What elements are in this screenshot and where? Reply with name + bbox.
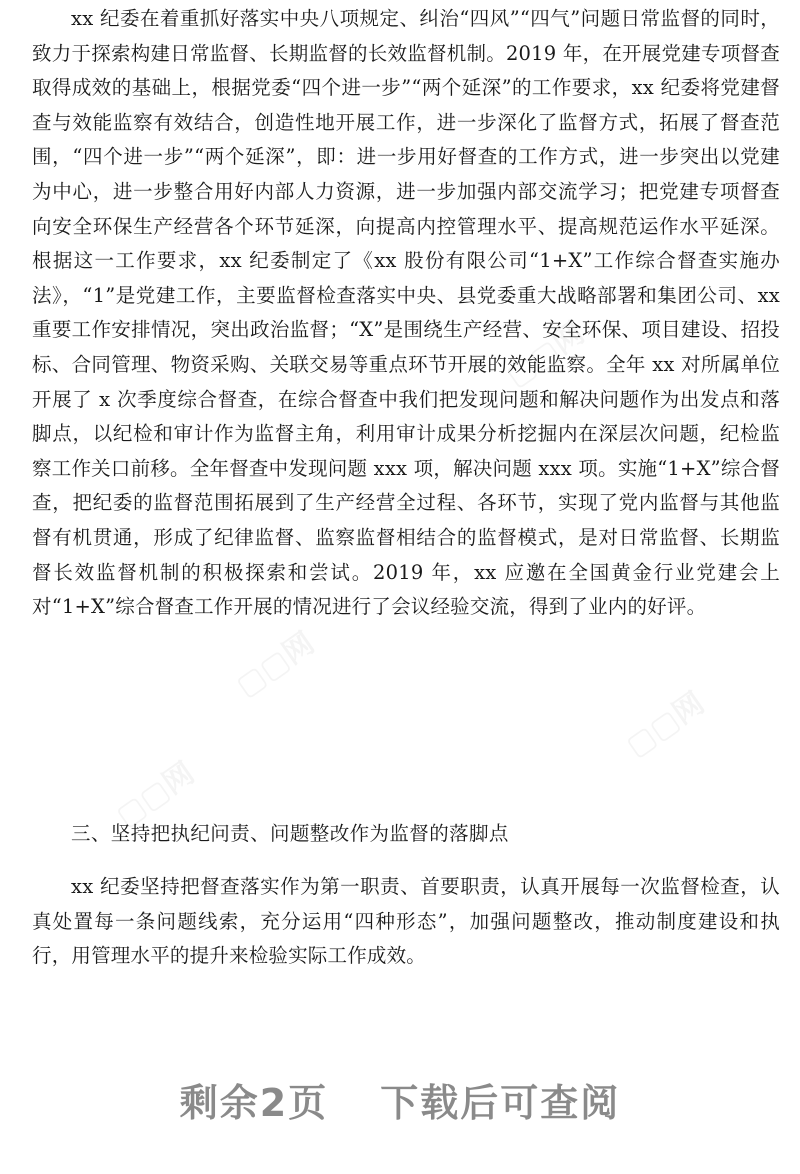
watermark: ▢▢网: [499, 315, 591, 395]
body-paragraph-2: xx 纪委坚持把督查落实作为第一职责、首要职责，认真开展每一次监督检查，认真处置每一条问题线索，充分运用“四种形态”，加强问题整改，推动制度建设和执行，用管理水平的提升来检验实际工作成效。: [32, 875, 780, 968]
body-paragraph-1: xx 纪委在着重抓好落实中央八项规定、纠治“四风”“四气”问题日常监督的同时，致力于探索构建日常监督、长期监督的长效监督机制。2019 年，在开展党建专项督查取得成效的基础上，根据党委“四个进一步”“两个延深”的工作要求，xx 纪委将党建督查与效能监察有效结合，创造性地开展工作，进一步深化了监督方式，拓展了督查范围，“四个进一步”“两个延深”，即：进一步用好督查的工作方式，进一步突出以党建为中心，进一步整合用好内部人力资源，进一步加强内部交流学习；把党建专项督查向安全环保生产经营各个环节延深，向提高内控管理水平、提高规范运作水平延深。根据这一工作要求，xx 纪委制定了《xx 股份有限公司“1+X”工作综合督查实施办法》，“1”是党建工作，主要监督检查落实中央、县党委重大战略部署和集团公司、xx 重要工作安排情况，突出政治监督；“X”是围绕生产经营、安全环保、项目建设、招投标、合同管理、物资采购、关联交易等重点环节开展的效能监察。全年 xx 对所属单位开展了 x 次季度综合督查，在综合督查中我们把发现问题和解决问题作为出发点和落脚点，以纪检和审计作为监督主角，利用审计成果分析挖掘内在深层次问题，纪检监察工作关口前移。全年督查中发现问题 xxx 项，解决问题 xxx 项。实施“1+X”综合督查，把纪委的监督范围拓展到了生产经营全过程、各环节，实现了党内监督与其他监督有机贯通，形成了纪律监督、监察监督相结合的监督模式，是对日常监督、长期监督长效监督机制的积极探索和尝试。2019 年，xx 应邀在全国黄金行业党建会上对“1+X”综合督查工作开展的情况进行了会议经验交流，得到了业内的好评。: [32, 7, 780, 619]
section-heading: 三、坚持把执纪问责、问题整改作为监督的落脚点: [71, 822, 509, 845]
remaining-pages-label[interactable]: 剩余2页: [179, 1081, 329, 1125]
watermark: ▢▢网: [109, 755, 201, 835]
download-to-view-label[interactable]: 下载后可查阅: [380, 1081, 621, 1125]
download-prompt-banner[interactable]: [0, 1072, 800, 1127]
watermark: ▢▢网: [229, 625, 321, 705]
watermark: ▢▢网: [619, 685, 711, 765]
